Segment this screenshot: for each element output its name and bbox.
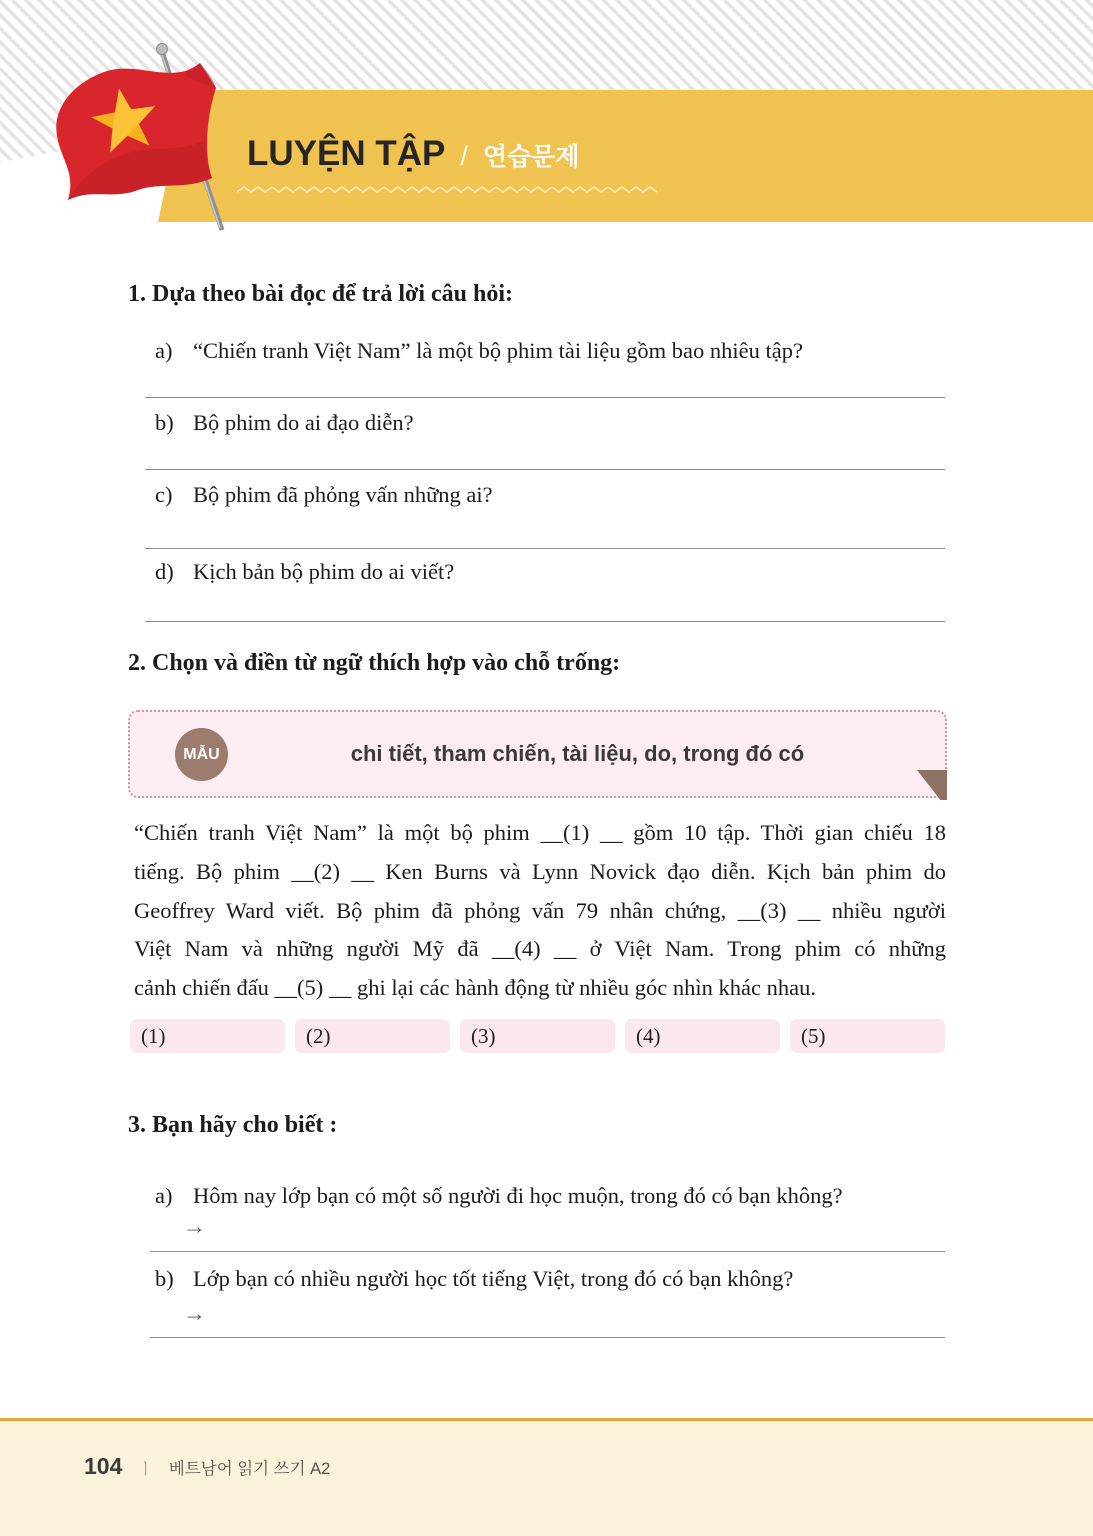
section-3-heading: 3. Bạn hãy cho biết : xyxy=(128,1112,338,1138)
wavy-underline-decoration xyxy=(237,183,661,195)
answer-line xyxy=(145,548,945,549)
answer-box-1: (1) xyxy=(130,1019,285,1053)
question-1b xyxy=(155,410,414,436)
question-text: Lớp bạn có nhiều người học tốt tiếng Việt, trong đó có bạn không? xyxy=(193,1266,794,1291)
question-label: a) xyxy=(155,338,173,363)
question-3a xyxy=(155,1183,843,1209)
word-bank: chi tiết, tham chiến, tài liệu, do, trong đó có xyxy=(350,741,805,766)
footer-content xyxy=(84,1453,330,1480)
footer-band xyxy=(0,1418,1093,1536)
question-text: Bộ phim đã phỏng vấn những ai? xyxy=(193,482,493,507)
question-text: Bộ phim do ai đạo diễn? xyxy=(193,410,414,435)
word-bank-box xyxy=(128,710,947,798)
question-label: a) xyxy=(155,1183,173,1208)
section-1-heading: 1. Dựa theo bài đọc để trả lời câu hỏi: xyxy=(128,281,514,307)
paragraph-line: Geoffrey Ward viết. Bộ phim đã phỏng vấn 79 nhân chứng, __(3) __ nhiều người xyxy=(134,897,946,923)
answer-line xyxy=(145,621,945,622)
arrow-icon: → xyxy=(183,1214,206,1239)
title-separator: / xyxy=(460,141,468,171)
question-label: c) xyxy=(155,482,173,507)
mau-badge: MẪU xyxy=(175,728,228,781)
question-text: Kịch bản bộ phim do ai viết? xyxy=(193,559,455,584)
answer-box-row xyxy=(130,1019,945,1053)
title-korean: 연습문제 xyxy=(482,143,580,171)
paragraph-line: “Chiến tranh Việt Nam” là một bộ phim __(1) __ gồm 10 tập. Thời gian chiếu 18 xyxy=(134,820,946,845)
question-label: d) xyxy=(155,559,174,584)
question-label: b) xyxy=(155,410,174,435)
page-title xyxy=(247,134,579,174)
paragraph-line: tiếng. Bộ phim __(2) __ Ken Burns và Lynn Novick đạo diễn. Kịch bản phim do xyxy=(134,858,946,884)
vietnam-flag-icon xyxy=(0,0,260,245)
page-number: 104 xyxy=(84,1453,123,1479)
folded-corner-icon xyxy=(917,770,947,800)
answer-box-3: (3) xyxy=(460,1019,615,1053)
arrow-icon: → xyxy=(183,1301,206,1326)
question-3b xyxy=(155,1266,793,1292)
answer-line xyxy=(150,1251,945,1252)
book-title: 베트남어 읽기 쓰기 A2 xyxy=(168,1460,331,1478)
question-label: b) xyxy=(155,1266,174,1291)
question-1d xyxy=(155,559,454,585)
question-text: Hôm nay lớp bạn có một số người đi học muộn, trong đó có bạn không? xyxy=(193,1183,843,1208)
title-vietnamese: LUYỆN TẬP xyxy=(247,134,446,173)
answer-line xyxy=(145,469,945,470)
answer-box-4: (4) xyxy=(625,1019,780,1053)
question-1a xyxy=(155,338,803,364)
answer-line xyxy=(145,397,945,398)
section-2-heading: 2. Chọn và điền từ ngữ thích hợp vào chỗ trống: xyxy=(128,650,621,676)
answer-box-2: (2) xyxy=(295,1019,450,1053)
fill-in-paragraph xyxy=(134,814,946,1008)
footer-divider: ㅣ xyxy=(138,1461,153,1478)
question-text: “Chiến tranh Việt Nam” là một bộ phim tài liệu gồm bao nhiêu tập? xyxy=(193,338,803,363)
question-1c xyxy=(155,482,493,508)
answer-box-5: (5) xyxy=(790,1019,945,1053)
paragraph-line: cảnh chiến đấu __(5) __ ghi lại các hành động từ nhiều góc nhìn khác nhau. xyxy=(134,975,816,1001)
answer-line xyxy=(150,1337,945,1338)
paragraph-line: Việt Nam và những người Mỹ đã __(4) __ ở Việt Nam. Trong phim có những xyxy=(134,936,946,962)
